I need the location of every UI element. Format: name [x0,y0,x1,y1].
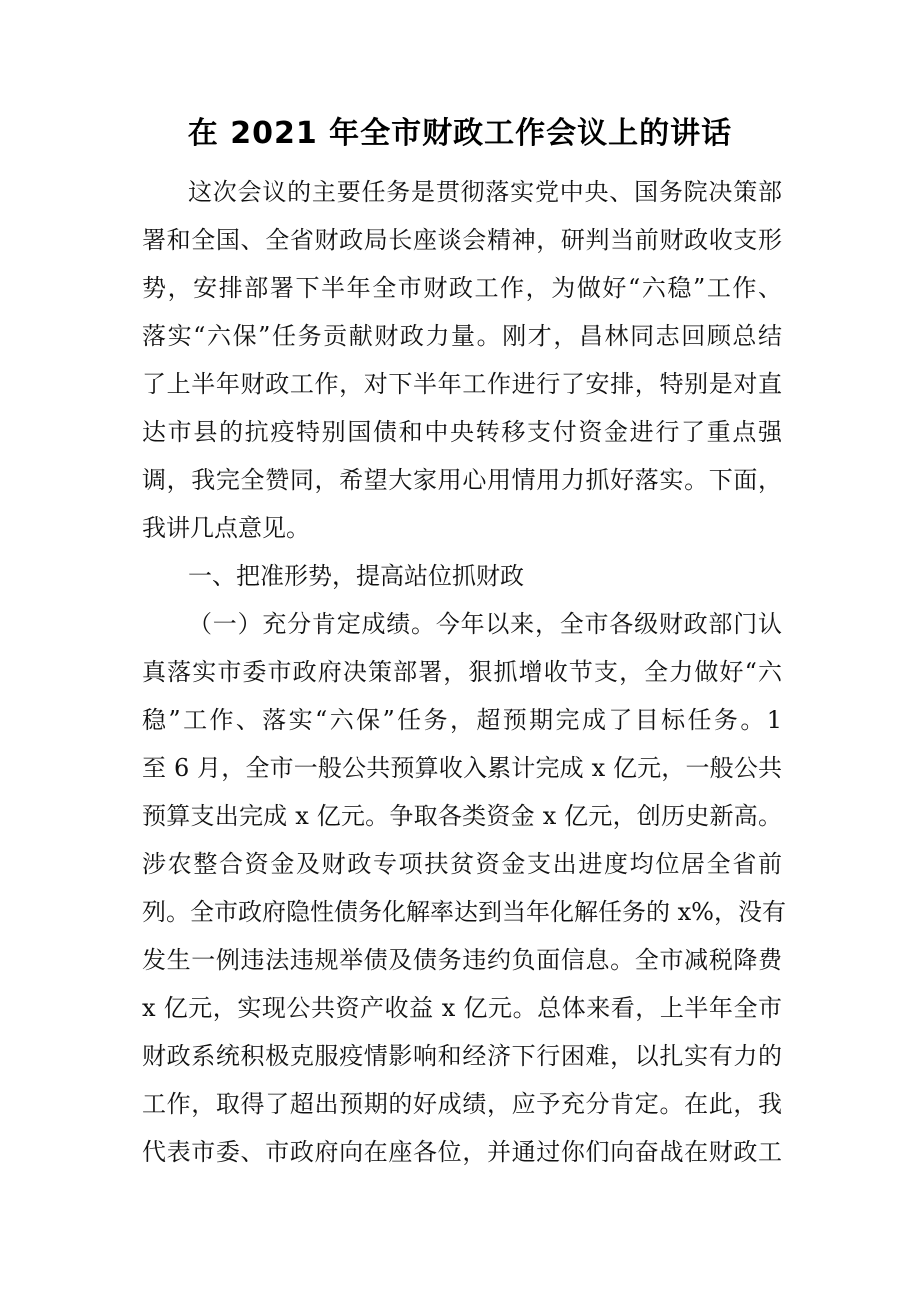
section-heading: 一、把准形势，提高站位抓财政 [188,562,524,590]
body-line: 涉农整合资金及财政专项扶贫资金支出进度均位居全省前 [142,850,782,878]
document-body [142,168,786,1176]
body-line: 势，安排部署下半年全市财政工作，为做好“六稳”工作、 [142,274,782,302]
body-line: 代表市委、市政府向在座各位，并通过你们向奋战在财政工 [142,1138,782,1166]
body-line: 工作，取得了超出预期的好成绩，应予充分肯定。在此，我 [142,1090,782,1118]
body-line: 列。全市政府隐性债务化解率达到当年化解任务的 x%，没有 [142,898,786,926]
body-line: 我讲几点意见。 [142,514,310,542]
body-line: （一）充分肯定成绩。今年以来，全市各级财政部门认 [188,610,782,638]
body-line: 这次会议的主要任务是贯彻落实党中央、国务院决策部 [188,178,782,206]
body-line: 财政系统积极克服疫情影响和经济下行困难，以扎实有力的 [142,1042,782,1070]
body-line: 达市县的抗疫特别国债和中央转移支付资金进行了重点强 [142,418,782,446]
body-line: x 亿元，实现公共资产收益 x 亿元。总体来看，上半年全市 [142,994,782,1022]
body-line: 真落实市委市政府决策部署，狠抓增收节支，全力做好“六 [142,658,782,686]
document-title: 在 2021 年全市财政工作会议上的讲话 [187,116,733,151]
body-line: 署和全国、全省财政局长座谈会精神，研判当前财政收支形 [142,226,782,254]
body-line: 发生一例违法违规举债及债务违约负面信息。全市减税降费 [142,946,782,974]
body-line: 落实“六保”任务贡献财政力量。刚才，昌林同志回顾总结 [142,322,782,350]
body-line: 调，我完全赞同，希望大家用心用情用力抓好落实。下面， [142,466,782,494]
body-line: 预算支出完成 x 亿元。争取各类资金 x 亿元，创历史新高。 [142,802,782,830]
body-line: 至 6 月，全市一般公共预算收入累计完成 x 亿元，一般公共 [142,754,782,782]
body-line: 了上半年财政工作，对下半年工作进行了安排，特别是对直 [142,370,782,398]
body-line: 稳”工作、落实“六保”任务，超预期完成了目标任务。1 [142,706,782,734]
